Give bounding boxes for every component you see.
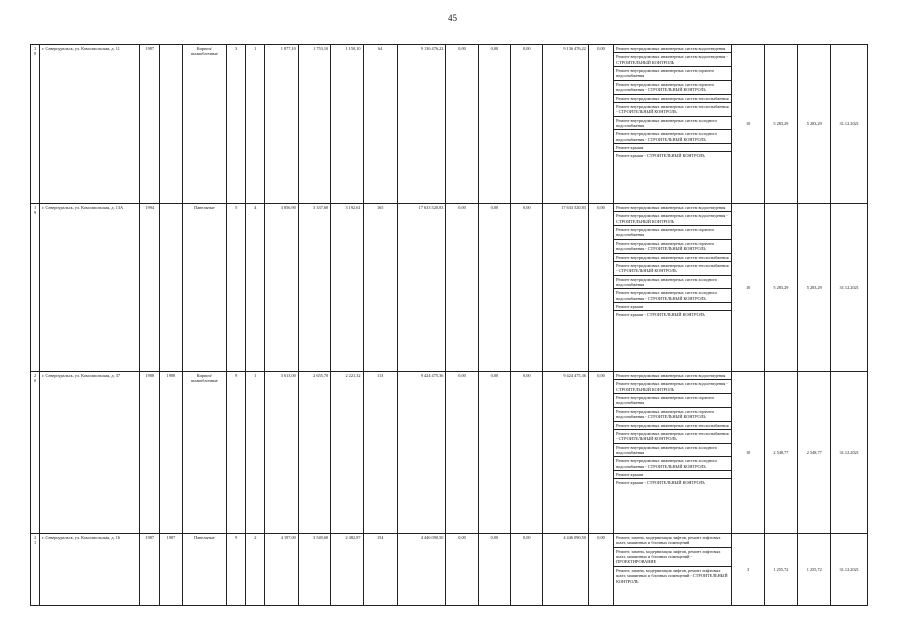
work-item: Ремонт внутридомовых инженерных систем водоотведения - СТРОИТЕЛЬНЫЙ КОНТРОЛЬ: [614, 380, 731, 394]
deadline-cell: 31.12.2021: [831, 45, 868, 204]
work-item: Ремонт внутридомовых инженерных систем горячего водоснабжения - СТРОИТЕЛЬНЫЙ КОНТРОЛЬ: [614, 239, 731, 253]
unit-cost-cell: 5 283,29: [764, 45, 797, 204]
work-item: Ремонт крыши: [614, 303, 731, 311]
floors-cell: 5: [227, 204, 246, 372]
work-item: Ремонт крыши - СТРОИТЕЛЬНЫЙ КОНТРОЛЬ: [616, 480, 705, 486]
row-number: 20: [31, 372, 40, 534]
cost-budget-cell: 0,00: [478, 45, 510, 204]
works-list-cell: [614, 372, 732, 534]
works-list-cell: [614, 45, 732, 204]
table-row: [31, 45, 868, 204]
wall-material-cell: Кирпич/ шлакоблочные: [182, 45, 226, 204]
works-count-cell: 10: [732, 372, 764, 534]
work-item: Ремонт внутридомовых инженерных систем горячего водоснабжения - СТРОИТЕЛЬНЫЙ КОНТРОЛЬ: [614, 407, 731, 421]
cost-local-cell: 0,00: [511, 45, 543, 204]
residents-cell: 165: [363, 204, 397, 372]
works-list-cell: [614, 204, 732, 372]
cost-total-cell: 9 136 476,22: [397, 45, 446, 204]
area-living-cell: 3 549,60: [298, 534, 330, 606]
unit-cost-cell: 5 283,29: [764, 204, 797, 372]
area-living-cell: 3 337,60: [298, 204, 330, 372]
work-item: Ремонт, замена, модернизация лифтов, ремонт лифтовых шахт, машинных и блочных помещений: [614, 534, 731, 547]
cost-fund-cell: 0,00: [446, 45, 478, 204]
area-total-cell: 3 856,90: [265, 204, 298, 372]
area-living-cell: 2 655,70: [298, 372, 330, 534]
cost-owners-cell: 4 446 090,50: [543, 534, 588, 606]
entrances-cell: 4: [246, 204, 265, 372]
deadline-cell: 31.12.2021: [831, 534, 868, 606]
residents-cell: 113: [363, 372, 397, 534]
cost-total-cell: 17 633 520,83: [397, 204, 446, 372]
work-item: Ремонт внутридомовых инженерных систем холодного водоснабжения: [614, 443, 731, 457]
work-item: Ремонт внутридомовых инженерных систем водоотведения - СТРОИТЕЛЬНЫЙ КОНТРОЛЬ: [614, 53, 731, 67]
max-cost-cell: 1 255,72: [798, 534, 831, 606]
work-item: Ремонт внутридомовых инженерных систем теплоснабжения: [614, 421, 731, 429]
wall-material-cell: Кирпич/ шлакоблочные: [182, 372, 226, 534]
deadline-cell: 31.12.2021: [831, 372, 868, 534]
works-list-cell: [614, 534, 732, 606]
work-item: Ремонт внутридомовых инженерных систем водоотведения: [614, 372, 731, 380]
cost-local-cell: 0,00: [511, 534, 543, 606]
work-item: Ремонт крыши: [614, 144, 731, 152]
area-owned-cell: 3 192,61: [331, 204, 363, 372]
row-number: 18: [31, 45, 40, 204]
cost-fund-cell: 0,00: [446, 204, 478, 372]
floors-cell: 3: [227, 45, 246, 204]
address-cell: г. Североуральск, ул. Комсомольская, д. 37: [40, 372, 140, 534]
cost-local-cell: 0,00: [511, 204, 543, 372]
cost-other-cell: 0,00: [588, 45, 613, 204]
work-item: Ремонт внутридомовых инженерных систем горячего водоснабжения: [614, 226, 731, 240]
residents-cell: 64: [363, 45, 397, 204]
area-living-cell: 1 753,10: [298, 45, 330, 204]
works-list: [614, 534, 731, 585]
cost-budget-cell: 0,00: [478, 372, 510, 534]
work-item: Ремонт крыши: [614, 471, 731, 479]
work-item: Ремонт внутридомовых инженерных систем холодного водоснабжения - СТРОИТЕЛЬНЫЙ КОНТРОЛЬ: [614, 130, 731, 144]
work-item: Ремонт крыши - СТРОИТЕЛЬНЫЙ КОНТРОЛЬ: [616, 153, 705, 159]
works-count-cell: 3: [732, 534, 764, 606]
unit-cost-cell: 1 255,72: [764, 534, 797, 606]
year-built-cell: 1987: [140, 534, 160, 606]
work-item: Ремонт внутридомовых инженерных систем холодного водоснабжения: [614, 116, 731, 130]
unit-cost-cell: 2 548,77: [764, 372, 797, 534]
work-item: Ремонт внутридомовых инженерных систем теплоснабжения: [614, 94, 731, 102]
year-commission-cell: [160, 45, 182, 204]
works-count-cell: 10: [732, 45, 764, 204]
entrances-cell: 1: [246, 45, 265, 204]
cost-budget-cell: 0,00: [478, 204, 510, 372]
work-item: Ремонт, замена, модернизация лифтов, ремонт лифтовых шахт, машинных и блочных помещений - ПРОЕКТИРОВАНИЕ: [614, 547, 731, 566]
cost-owners-cell: 17 633 520,83: [543, 204, 588, 372]
page-number: 45: [448, 13, 457, 23]
area-owned-cell: 2 482,87: [331, 534, 363, 606]
table-row: [31, 204, 868, 372]
cost-owners-cell: 9 136 476,22: [543, 45, 588, 204]
work-item: Ремонт внутридомовых инженерных систем водоотведения: [614, 204, 731, 212]
work-item: Ремонт внутридомовых инженерных систем холодного водоснабжения - СТРОИТЕЛЬНЫЙ КОНТРОЛЬ: [614, 289, 731, 303]
work-item: Ремонт внутридомовых инженерных систем холодного водоснабжения - СТРОИТЕЛЬНЫЙ КОНТРОЛЬ: [614, 457, 731, 471]
area-total-cell: 1 877,10: [265, 45, 298, 204]
work-item: Ремонт внутридомовых инженерных систем водоотведения: [614, 45, 731, 53]
year-commission-cell: 1988: [160, 372, 182, 534]
max-cost-cell: 5 283,29: [798, 45, 831, 204]
address-cell: г. Североуральск, ул. Комсомольская, д. 16: [40, 534, 140, 606]
floors-cell: 9: [227, 372, 246, 534]
cost-other-cell: 0,00: [588, 372, 613, 534]
area-total-cell: 3 613,00: [265, 372, 298, 534]
table-row: [31, 372, 868, 534]
wall-material-cell: Панельные: [182, 534, 226, 606]
cost-fund-cell: 0,00: [446, 534, 478, 606]
work-item: Ремонт, замена, модернизация лифтов, ремонт лифтовых шахт, машинных и блочных помещений - СТРОИТЕЛЬНЫЙ КОНТРОЛЬ: [616, 567, 728, 584]
address-cell: г. Североуральск, ул. Комсомольская, д. 11: [40, 45, 140, 204]
residents-cell: 154: [363, 534, 397, 606]
works-list: [614, 372, 731, 487]
works-list: [614, 45, 731, 160]
cost-local-cell: 0,00: [511, 372, 543, 534]
floors-cell: 9: [227, 534, 246, 606]
cost-other-cell: 0,00: [588, 204, 613, 372]
work-item: Ремонт внутридомовых инженерных систем холодного водоснабжения: [614, 275, 731, 289]
row-number: 19: [31, 204, 40, 372]
work-item: Ремонт крыши - СТРОИТЕЛЬНЫЙ КОНТРОЛЬ: [616, 312, 705, 318]
repair-program-table: [30, 44, 868, 606]
row-number: 21: [31, 534, 40, 606]
cost-other-cell: 0,00: [588, 534, 613, 606]
year-commission-cell: [160, 204, 182, 372]
year-built-cell: 1994: [140, 204, 160, 372]
works-count-cell: 10: [732, 204, 764, 372]
cost-owners-cell: 9 424 475,36: [543, 372, 588, 534]
area-owned-cell: 1 150,10: [331, 45, 363, 204]
cost-budget-cell: 0,00: [478, 534, 510, 606]
work-item: Ремонт внутридомовых инженерных систем теплоснабжения - СТРОИТЕЛЬНЫЙ КОНТРОЛЬ: [614, 102, 731, 116]
cost-total-cell: 9 424 475,36: [397, 372, 446, 534]
max-cost-cell: 2 548,77: [798, 372, 831, 534]
works-list: [614, 204, 731, 319]
cost-total-cell: 4 446 090,50: [397, 534, 446, 606]
work-item: Ремонт внутридомовых инженерных систем горячего водоснабжения - СТРОИТЕЛЬНЫЙ КОНТРОЛЬ: [614, 80, 731, 94]
area-total-cell: 4 197,00: [265, 534, 298, 606]
year-built-cell: 1988: [140, 372, 160, 534]
year-built-cell: 1987: [140, 45, 160, 204]
entrances-cell: 2: [246, 534, 265, 606]
deadline-cell: 31.12.2021: [831, 204, 868, 372]
work-item: Ремонт внутридомовых инженерных систем теплоснабжения: [614, 253, 731, 261]
wall-material-cell: Панельные: [182, 204, 226, 372]
work-item: Ремонт внутридомовых инженерных систем горячего водоснабжения: [614, 67, 731, 81]
entrances-cell: 1: [246, 372, 265, 534]
work-item: Ремонт внутридомовых инженерных систем водоотведения - СТРОИТЕЛЬНЫЙ КОНТРОЛЬ: [614, 212, 731, 226]
work-item: Ремонт внутридомовых инженерных систем теплоснабжения - СТРОИТЕЛЬНЫЙ КОНТРОЛЬ: [614, 429, 731, 443]
address-cell: г. Североуральск, ул. Комсомольская, д. 13А: [40, 204, 140, 372]
work-item: Ремонт внутридомовых инженерных систем горячего водоснабжения: [614, 394, 731, 408]
cost-fund-cell: 0,00: [446, 372, 478, 534]
max-cost-cell: 5 283,29: [798, 204, 831, 372]
work-item: Ремонт внутридомовых инженерных систем теплоснабжения - СТРОИТЕЛЬНЫЙ КОНТРОЛЬ: [614, 261, 731, 275]
area-owned-cell: 2 221,32: [331, 372, 363, 534]
table-row: [31, 534, 868, 606]
year-commission-cell: 1987: [160, 534, 182, 606]
